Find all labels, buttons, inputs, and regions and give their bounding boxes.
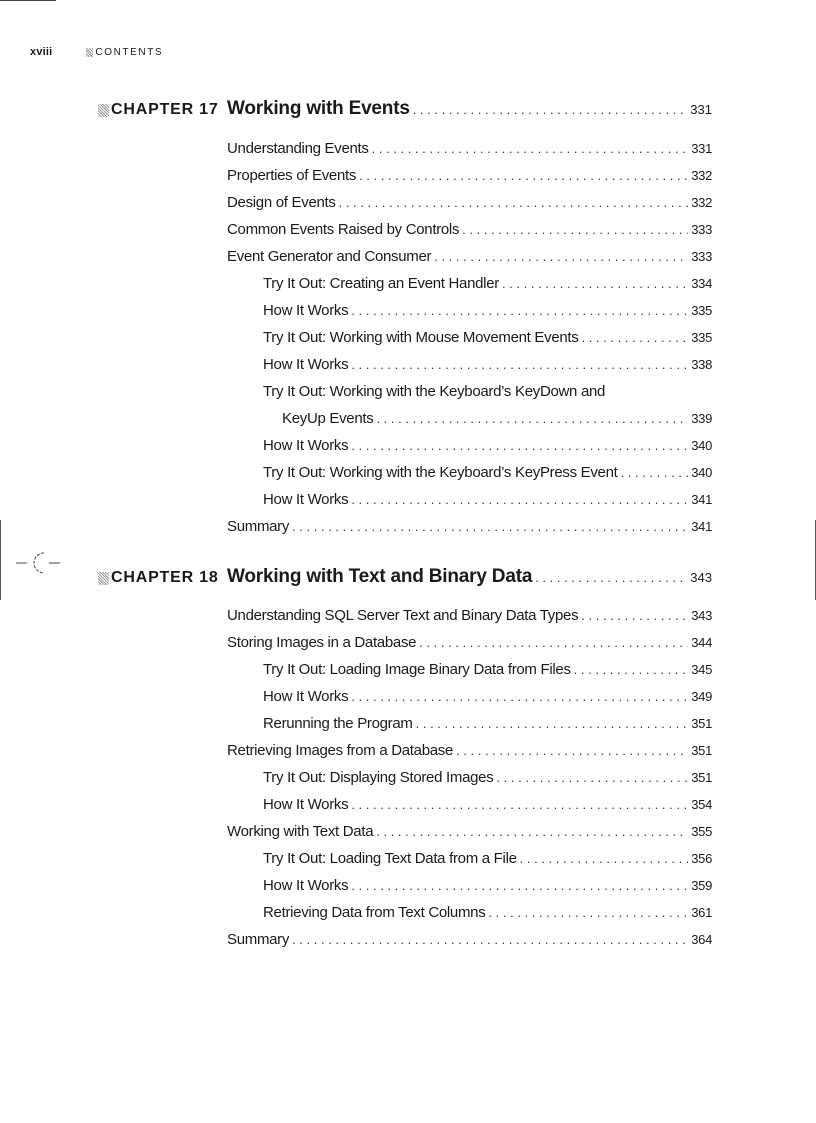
entry-text: Retrieving Images from a Database (227, 742, 454, 759)
toc-subentry[interactable] (263, 769, 712, 789)
chapter-page: 331 (690, 102, 712, 117)
running-head-section: CONTENTS (95, 46, 164, 58)
chapter-marker-icon (98, 104, 109, 117)
entry-text: Understanding Events (227, 140, 369, 157)
leader-dots (488, 905, 688, 920)
entry-page: 341 (691, 519, 712, 534)
leader-dots (419, 635, 688, 650)
toc-subentry[interactable] (263, 715, 712, 735)
leader-dots (520, 851, 689, 866)
entry-text: Working with Text Data (227, 823, 374, 840)
leader-dots (581, 608, 688, 623)
toc-entry[interactable] (227, 518, 712, 538)
entry-page: 351 (691, 770, 712, 785)
entry-page: 359 (691, 878, 712, 893)
chapter-title: Working with Text and Binary Data (227, 566, 533, 587)
entry-text: Properties of Events (227, 167, 357, 184)
entry-text: Try It Out: Working with Mouse Movement Events (263, 329, 579, 346)
entry-page: 338 (691, 357, 712, 372)
entry-text: Try It Out: Loading Text Data from a File (263, 850, 517, 867)
entry-page: 351 (691, 716, 712, 731)
leader-dots (376, 824, 688, 839)
entry-text: Storing Images in a Database (227, 634, 417, 651)
chapter-label (98, 569, 219, 587)
entry-text: Retrieving Data from Text Columns (263, 904, 486, 921)
entry-text: How It Works (263, 491, 349, 508)
entry-text: How It Works (263, 796, 349, 813)
toc-subentry[interactable] (263, 356, 712, 376)
leader-dots (574, 662, 689, 677)
entry-text: Summary (227, 931, 290, 948)
entry-text: Try It Out: Working with the Keyboard’s KeyDown and (263, 383, 606, 400)
entry-text: Design of Events (227, 194, 336, 211)
entry-page: 341 (691, 492, 712, 507)
toc-subentry[interactable] (263, 329, 712, 349)
leader-dots (351, 492, 688, 507)
chapter-label (98, 101, 219, 119)
entry-text: How It Works (263, 877, 349, 894)
leader-dots (292, 519, 688, 534)
entry-page: 343 (691, 608, 712, 623)
toc-subentry[interactable] (263, 850, 712, 870)
leader-dots (292, 932, 688, 947)
leader-dots (535, 570, 687, 585)
chapter-page: 343 (690, 570, 712, 585)
toc-subentry[interactable] (263, 464, 712, 484)
entry-text: How It Works (263, 356, 349, 373)
toc-subentry[interactable] (263, 904, 712, 924)
entry-page: 344 (691, 635, 712, 650)
toc-entry[interactable] (227, 221, 712, 241)
section-marker-icon (86, 48, 93, 57)
toc-entry[interactable] (227, 167, 712, 187)
toc-subentry-continued[interactable] (282, 410, 712, 430)
chapter-number: CHAPTER 17 (111, 101, 219, 118)
entry-page: 354 (691, 797, 712, 812)
leader-dots (434, 249, 688, 264)
leader-dots (621, 465, 689, 480)
leader-dots (372, 141, 689, 156)
chapter-heading (0, 98, 816, 122)
toc-entry[interactable] (227, 140, 712, 160)
entry-text: Try It Out: Displaying Stored Images (263, 769, 494, 786)
entry-page: 351 (691, 743, 712, 758)
leader-dots (351, 438, 688, 453)
chapter-17 (0, 98, 816, 122)
toc-entry[interactable] (227, 931, 712, 951)
entry-page: 364 (691, 932, 712, 947)
entry-page: 335 (691, 330, 712, 345)
toc-subentry[interactable] (263, 661, 712, 681)
leader-dots (351, 689, 688, 704)
leader-dots (581, 330, 688, 345)
entry-text: Event Generator and Consumer (227, 248, 432, 265)
entry-text: Try It Out: Creating an Event Handler (263, 275, 499, 292)
entry-page: 361 (691, 905, 712, 920)
leader-dots (376, 411, 688, 426)
entry-text: How It Works (263, 302, 349, 319)
chapter-marker-icon (98, 572, 109, 585)
toc-subentry[interactable] (263, 877, 712, 897)
crop-mark-top (0, 0, 56, 1)
chapter-heading (0, 566, 816, 590)
entry-page: 333 (691, 222, 712, 237)
leader-dots (496, 770, 688, 785)
entry-text: How It Works (263, 437, 349, 454)
running-head (30, 45, 163, 59)
entry-page: 333 (691, 249, 712, 264)
entry-page: 331 (691, 141, 712, 156)
entry-page: 356 (691, 851, 712, 866)
entry-page: 349 (691, 689, 712, 704)
toc-entry[interactable] (227, 742, 712, 762)
toc-entry[interactable] (227, 634, 712, 654)
chapter-18 (0, 566, 816, 590)
toc-entry[interactable] (227, 248, 712, 268)
leader-dots (462, 222, 688, 237)
leader-dots (351, 797, 688, 812)
entry-page: 340 (691, 465, 712, 480)
toc-subentry[interactable] (263, 437, 712, 457)
toc-subentry[interactable] (263, 491, 712, 511)
entry-page: 332 (691, 168, 712, 183)
toc-entry[interactable] (227, 823, 712, 843)
chapter-title-row[interactable] (227, 566, 712, 588)
toc-entry[interactable] (227, 607, 712, 627)
entry-page: 332 (691, 195, 712, 210)
entry-text: How It Works (263, 688, 349, 705)
leader-dots (351, 303, 688, 318)
entry-text: Common Events Raised by Controls (227, 221, 460, 238)
entry-text: Understanding SQL Server Text and Binary Data Types (227, 607, 579, 624)
toc-subentry[interactable] (263, 796, 712, 816)
entry-text: Try It Out: Working with the Keyboard’s KeyPress Event (263, 464, 618, 481)
entry-page: 334 (691, 276, 712, 291)
entry-page: 355 (691, 824, 712, 839)
leader-dots (351, 357, 688, 372)
entry-text: Rerunning the Program (263, 715, 413, 732)
entry-page: 345 (691, 662, 712, 677)
entry-text: Summary (227, 518, 290, 535)
leader-dots (413, 102, 688, 117)
leader-dots (359, 168, 688, 183)
entry-page: 335 (691, 303, 712, 318)
leader-dots (416, 716, 689, 731)
chapter-title: Working with Events (227, 98, 410, 119)
leader-dots (502, 276, 688, 291)
leader-dots (456, 743, 688, 758)
entry-text: Try It Out: Loading Image Binary Data from Files (263, 661, 571, 678)
toc-subentry[interactable] (263, 383, 712, 403)
chapter-title-row[interactable] (227, 98, 712, 120)
chapter-number: CHAPTER 18 (111, 569, 219, 586)
entry-page: 340 (691, 438, 712, 453)
entry-text: KeyUp Events (282, 410, 374, 427)
entry-page: 339 (691, 411, 712, 426)
toc-entry[interactable] (227, 194, 712, 214)
toc-subentry[interactable] (263, 688, 712, 708)
toc-subentry[interactable] (263, 275, 712, 295)
leader-dots (351, 878, 688, 893)
page-folio: xviii (30, 46, 53, 58)
toc-subentry[interactable] (263, 302, 712, 322)
leader-dots (339, 195, 689, 210)
